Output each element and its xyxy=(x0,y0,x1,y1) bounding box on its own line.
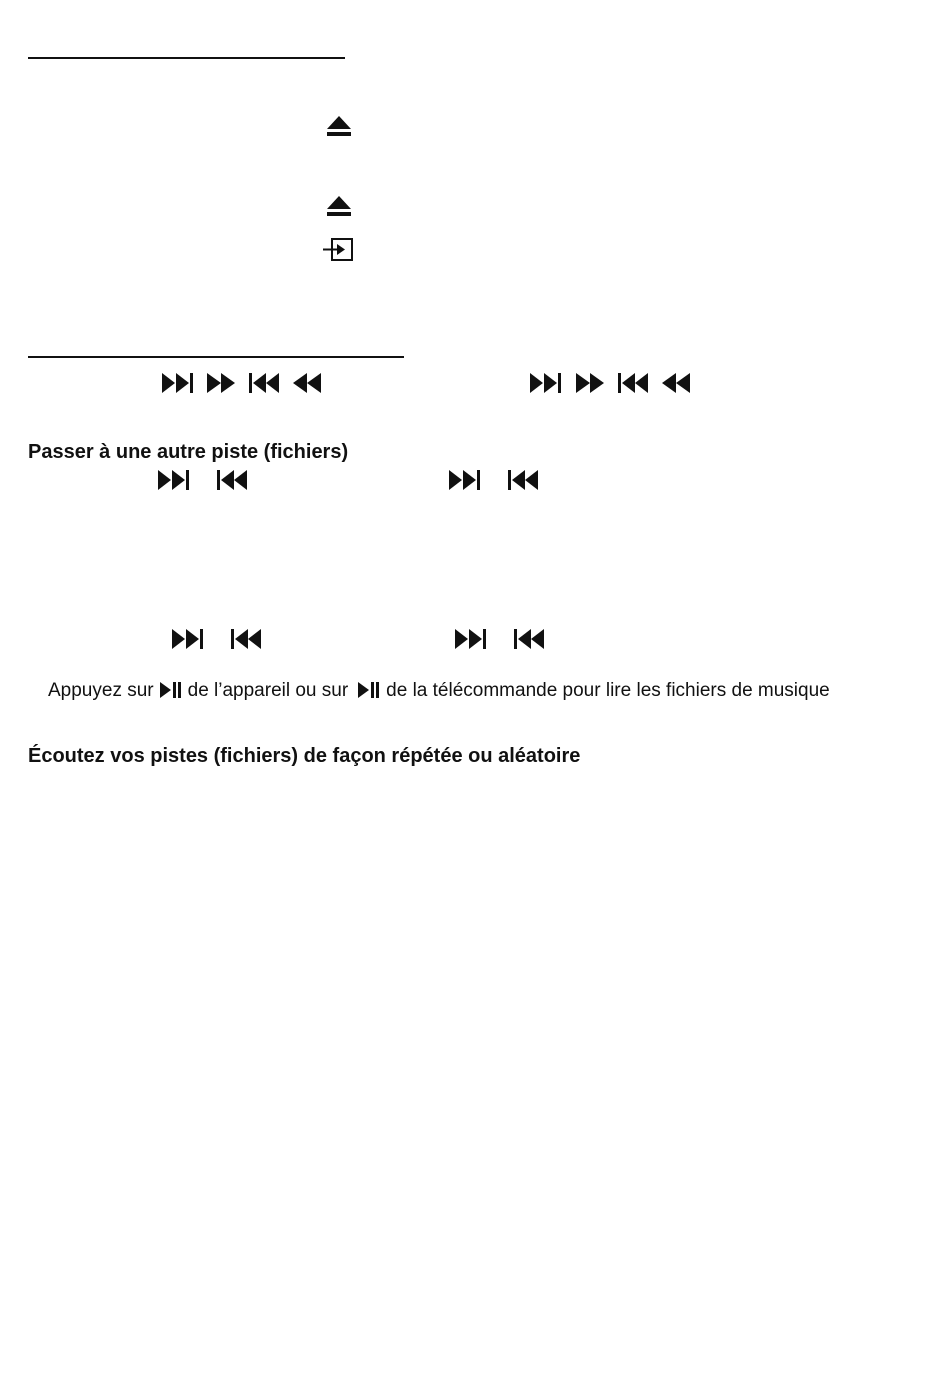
play-instruction-part1: Appuyez sur xyxy=(48,680,154,701)
next-track-icon xyxy=(455,628,487,650)
play-instruction xyxy=(48,679,830,703)
section-divider-top xyxy=(28,57,345,59)
fast-forward-icon xyxy=(575,372,605,394)
next-track-icon xyxy=(449,469,481,491)
next-track-icon xyxy=(158,469,190,491)
previous-track-icon xyxy=(507,469,539,491)
play-pause-icon xyxy=(358,681,380,699)
play-instruction-part3: de la télécommande pour lire les fichiers de musique xyxy=(386,680,830,701)
previous-track-icon xyxy=(513,628,545,650)
section-heading-repeat: Écoutez vos pistes (fichiers) de façon répétée ou aléatoire xyxy=(28,745,581,767)
section-heading-skip: Passer à une autre piste (fichiers) xyxy=(28,441,349,463)
eject-icon xyxy=(326,116,352,138)
play-instruction-part2: de l’appareil ou sur xyxy=(187,680,349,701)
eject-icon xyxy=(326,196,352,218)
section-divider-search xyxy=(28,356,404,358)
play-pause-icon xyxy=(160,681,182,699)
previous-track-icon xyxy=(216,469,248,491)
previous-track-icon xyxy=(230,628,262,650)
input-source-icon xyxy=(323,238,355,262)
rewind-icon xyxy=(292,372,322,394)
previous-track-icon xyxy=(248,372,280,394)
fast-forward-icon xyxy=(206,372,236,394)
rewind-icon xyxy=(661,372,691,394)
next-track-icon xyxy=(172,628,204,650)
next-track-icon xyxy=(162,372,194,394)
previous-track-icon xyxy=(617,372,649,394)
next-track-icon xyxy=(530,372,562,394)
